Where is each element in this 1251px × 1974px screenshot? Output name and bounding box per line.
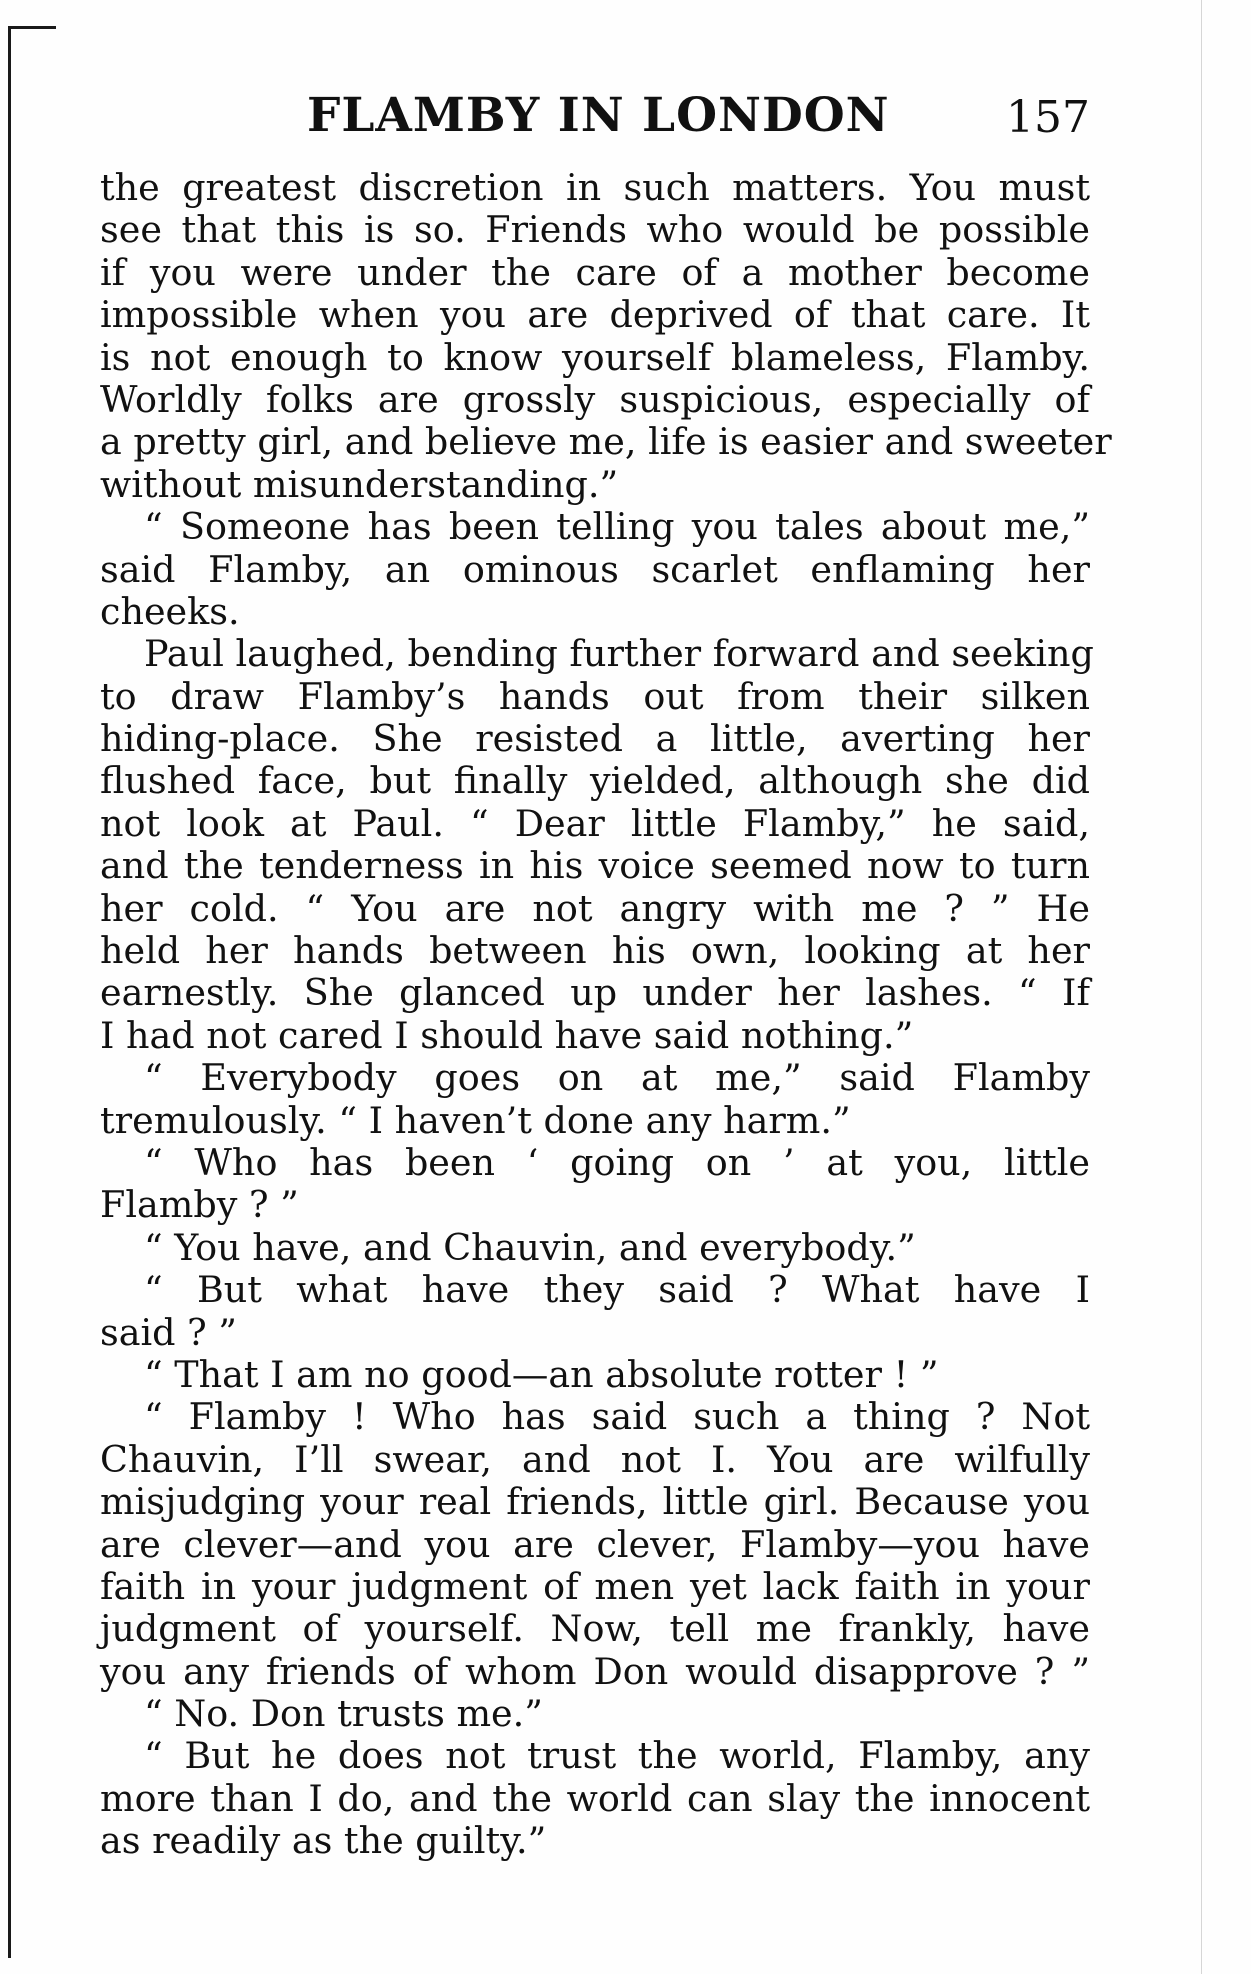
text-line: to draw Flamby’s hands out from their silken <box>100 674 1090 718</box>
text-line: judgment of yourself. Now, tell me frankly, have <box>100 1607 1090 1651</box>
text-line: earnestly. She glanced up under her lashes. “ If <box>100 971 1090 1015</box>
text-line: if you were under the care of a mother become <box>100 250 1090 294</box>
text-line: “ Who has been ‘ going on ’ at you, little <box>144 1140 1090 1184</box>
text-line: is not enough to know yourself blameless, Flamby. <box>100 335 1090 379</box>
text-line: tremulously. “ I haven’t done any harm.” <box>100 1098 851 1142</box>
binding-edge-line <box>8 28 11 1958</box>
text-line: misjudging your real friends, little girl. Because you <box>100 1480 1090 1524</box>
text-line: more than I do, and the world can slay the innocent <box>100 1776 1090 1820</box>
text-line: her cold. “ You are not angry with me ? ” He <box>100 886 1090 930</box>
text-line: said ? ” <box>100 1310 237 1354</box>
text-line: see that this is so. Friends who would be possible <box>100 208 1090 252</box>
text-line: “ That I am no good—an absolute rotter ! ” <box>144 1352 939 1396</box>
text-line: without misunderstanding.” <box>100 462 619 506</box>
text-line: “ You have, and Chauvin, and everybody.” <box>144 1225 916 1269</box>
text-line: “ Someone has been telling you tales about me,” <box>144 505 1090 549</box>
text-line: not look at Paul. “ Dear little Flamby,” he said, <box>100 801 1090 845</box>
text-line: Worldly folks are grossly suspicious, especially of <box>100 377 1090 421</box>
text-line: you any friends of whom Don would disapprove ? ” <box>100 1649 1090 1693</box>
text-line: said Flamby, an ominous scarlet enflaming her <box>100 547 1090 591</box>
text-line: “ But he does not trust the world, Flamby, any <box>144 1734 1090 1778</box>
text-line: and the tenderness in his voice seemed now to turn <box>100 844 1090 888</box>
text-line: held her hands between his own, looking at her <box>100 929 1090 973</box>
text-line: Chauvin, I’ll swear, and not I. You are wilfully <box>100 1437 1090 1481</box>
text-line: Paul laughed, bending further forward and seeking <box>144 632 1094 676</box>
text-line: the greatest discretion in such matters. You must <box>100 166 1090 209</box>
text-line: flushed face, but finally yielded, although she did <box>100 759 1090 803</box>
text-line: a pretty girl, and believe me, life is easier and sweeter <box>100 420 1112 464</box>
text-line: as readily as the guilty.” <box>100 1819 547 1863</box>
page-number: 157 <box>1006 92 1090 143</box>
text-line: impossible when you are deprived of that care. It <box>100 293 1090 337</box>
text-line: “ No. Don trusts me.” <box>144 1692 543 1736</box>
text-line: are clever—and you are clever, Flamby—you have <box>100 1522 1090 1566</box>
text-line: hiding-place. She resisted a little, averting her <box>100 717 1090 761</box>
page-header <box>100 88 1090 148</box>
text-line: “ Flamby ! Who has said such a thing ? Not <box>144 1395 1090 1439</box>
text-line: faith in your judgment of men yet lack faith in your <box>100 1564 1090 1608</box>
text-line: Flamby ? ” <box>100 1183 299 1227</box>
page-edge-line <box>1201 0 1202 1974</box>
text-line: cheeks. <box>100 589 240 633</box>
text-line: I had not cared I should have said nothing.” <box>100 1013 914 1057</box>
text-line: “ Everybody goes on at me,” said Flamby <box>144 1056 1090 1100</box>
running-title: FLAMBY IN LONDON <box>307 88 890 143</box>
body-text <box>100 166 1112 1863</box>
binding-corner-mark <box>8 26 56 29</box>
text-line: “ But what have they said ? What have I <box>144 1268 1090 1312</box>
